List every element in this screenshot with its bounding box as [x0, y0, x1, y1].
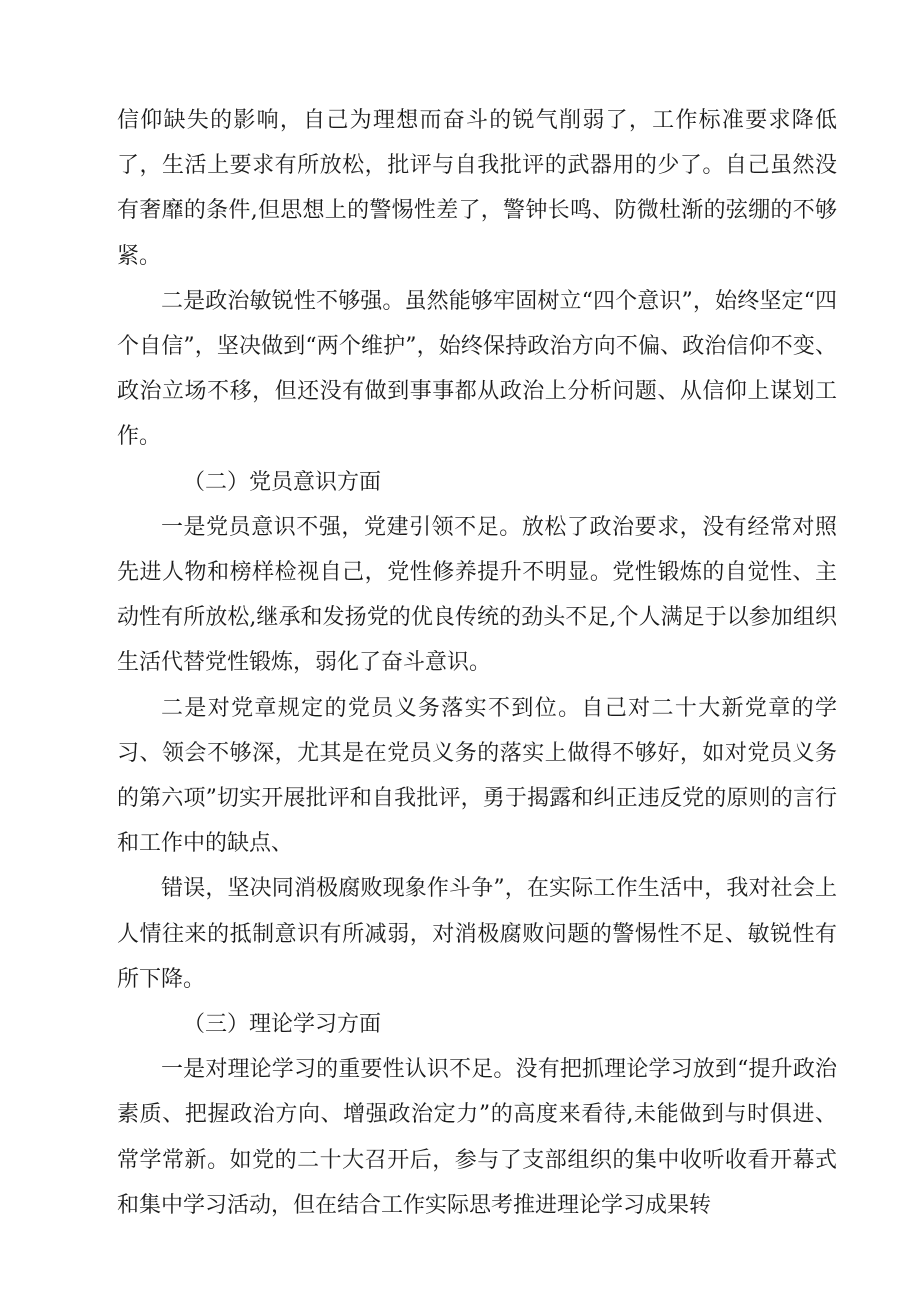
- paragraph-theory-study: 一是对理论学习的重要性认识不足。没有把抓理论学习放到“提升政治素质、把握政治方向、增强政治定力”的高度来看待,未能做到与时俱进、常学常新。如党的二十大召开后，参与了支部组织的集中收听收看开幕式和集中学习活动，但在结合工作实际思考推进理论学习成果转: [117, 1057, 837, 1218]
- paragraph-continuation: 信仰缺失的影响，自己为理想而奋斗的锐气削弱了，工作标准要求降低了，生活上要求有所放松，批评与自我批评的武器用的少了。自己虽然没有奢靡的条件,但思想上的警惕性差了，警钟长鸣、防微杜渐的弦绷的不够紧。: [117, 108, 837, 269]
- paragraph-party-duties: 二是对党章规定的党员义务落实不到位。自己对二十大新党章的学习、领会不够深，尤其是在党员义务的落实上做得不够好，如对党员义务的第六项”切实开展批评和自我批评，勇于揭露和纠正违反党的原则的言行和工作中的缺点、: [117, 695, 837, 857]
- section-heading-theory-study: （三）理论学习方面: [183, 1012, 382, 1038]
- paragraph-anti-corruption: 错误，坚决同消极腐败现象作斗争”，在实际工作生活中，我对社会上人情往来的抵制意识有所减弱，对消极腐败问题的警惕性不足、敏锐性有所下降。: [117, 876, 837, 992]
- document-body: [117, 98, 837, 1228]
- paragraph-party-awareness: 一是党员意识不强，党建引领不足。放松了政治要求，没有经常对照先进人物和榜样检视自己，党性修养提升不明显。党性锻炼的自觉性、主动性有所放松,继承和发扬党的优良传统的劲头不足,个人满足于以参加组织生活代替党性锻炼，弱化了奋斗意识。: [117, 514, 837, 676]
- section-heading-party-awareness: （二）党员意识方面: [183, 469, 382, 495]
- paragraph-political-sensitivity: 二是政治敏锐性不够强。虽然能够牢固树立“四个意识”，始终坚定“四个自信”，坚决做到“两个维护”，始终保持政治方向不偏、政治信仰不变、政治立场不移，但还没有做到事事都从政治上分析问题、从信仰上谋划工作。: [117, 288, 837, 450]
